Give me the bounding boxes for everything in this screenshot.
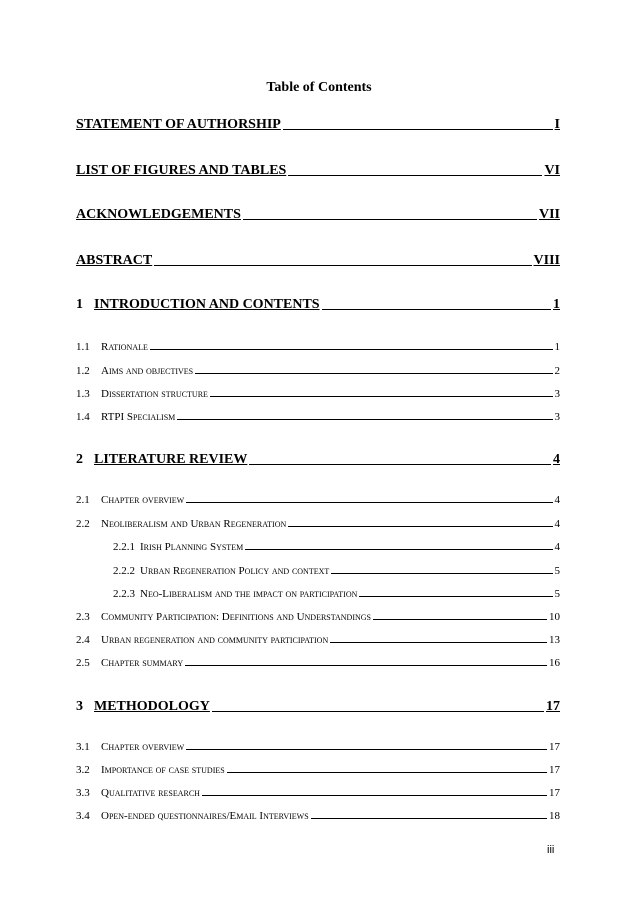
toc-entry[interactable] (76, 341, 560, 353)
toc-leader-line (202, 795, 547, 796)
toc-entry[interactable] (113, 565, 560, 577)
toc-entry-label (113, 541, 243, 553)
toc-entry[interactable] (76, 452, 560, 468)
toc-entry[interactable] (76, 657, 560, 669)
toc-entry-number: 3.4 (76, 810, 90, 822)
toc-entry-page: I (554, 117, 560, 132)
toc-entry-label (76, 634, 328, 646)
toc-entry-title: Open-ended questionnaires/Email Interviews (101, 810, 309, 822)
toc-entry-page: 1 (554, 341, 560, 353)
toc-entry[interactable] (76, 411, 560, 423)
toc-entry[interactable] (76, 494, 560, 506)
toc-entry[interactable] (76, 764, 560, 776)
toc-entry-number: 2.4 (76, 634, 90, 646)
toc-entry[interactable] (76, 207, 560, 223)
toc-leader-line (245, 549, 552, 550)
toc-entry-label (76, 163, 286, 179)
toc-entry-number: 3.1 (76, 741, 90, 753)
toc-entry-number: 2.5 (76, 657, 90, 669)
toc-leader-line (322, 309, 551, 310)
toc-entry-title: Aims and objectives (101, 365, 194, 377)
toc-entry-label (76, 741, 184, 753)
toc-entry-label (76, 611, 371, 623)
toc-leader-line (195, 373, 552, 374)
toc-entry-page: 5 (554, 565, 560, 577)
toc-entry-page: 17 (549, 741, 560, 753)
toc-leader-line (330, 642, 547, 643)
toc-entry[interactable] (113, 588, 560, 600)
toc-entry-title: METHODOLOGY (94, 699, 210, 714)
toc-entry-label (76, 810, 309, 822)
toc-entry[interactable] (76, 297, 560, 313)
toc-leader-line (359, 596, 552, 597)
toc-entry-page: 4 (554, 494, 560, 506)
toc-entry-number: 1.1 (76, 341, 90, 353)
toc-entry-title: RTPI Specialism (101, 411, 176, 423)
toc-entry-title: Chapter overview (101, 494, 185, 506)
toc-entry[interactable] (76, 810, 560, 822)
toc-entry-title: Neoliberalism and Urban Regeneration (101, 518, 287, 530)
toc-entry-label (76, 411, 175, 423)
toc-entry-title: LITERATURE REVIEW (94, 452, 248, 467)
toc-entry-number: 2 (76, 452, 83, 467)
toc-entry-number: 2.2.3 (113, 588, 135, 600)
toc-entry-page: 3 (554, 388, 560, 400)
toc-entry-number: 3.2 (76, 764, 90, 776)
toc-entry-title: Community Participation: Definitions and Understandings (101, 611, 371, 623)
toc-leader-line (243, 219, 537, 220)
toc-entry-page: 17 (549, 764, 560, 776)
toc-entry-label (76, 388, 208, 400)
toc-leader-line (288, 175, 542, 176)
toc-entry-number: 1.3 (76, 388, 90, 400)
toc-entry-title: Chapter overview (101, 741, 185, 753)
toc-entry-page: VIII (533, 253, 560, 268)
toc-entry[interactable] (76, 611, 560, 623)
toc-entry-number: 3.3 (76, 787, 90, 799)
toc-entry-title: Qualitative research (101, 787, 200, 799)
toc-entry-page: 17 (549, 787, 560, 799)
toc-entry[interactable] (76, 741, 560, 753)
toc-entry[interactable] (76, 634, 560, 646)
toc-entry-label (76, 657, 183, 669)
toc-entry-page: 17 (546, 699, 560, 714)
toc-entry-title: Rationale (101, 341, 148, 353)
toc-entry-title: ABSTRACT (76, 253, 153, 268)
toc-entry-title: LIST OF FIGURES AND TABLES (76, 163, 287, 178)
page-title: Table of Contents (266, 80, 372, 95)
toc-leader-line (373, 619, 547, 620)
toc-leader-line (210, 396, 553, 397)
toc-entry-page: 18 (549, 810, 560, 822)
toc-leader-line (154, 265, 531, 266)
toc-entry-page: 3 (554, 411, 560, 423)
toc-leader-line (249, 464, 551, 465)
toc-leader-line (331, 573, 552, 574)
toc-entry-title: INTRODUCTION AND CONTENTS (94, 297, 320, 312)
toc-entry-title: Importance of case studies (101, 764, 225, 776)
toc-entry-number: 1 (76, 297, 83, 312)
toc-entry-page: 16 (549, 657, 560, 669)
toc-leader-line (311, 818, 547, 819)
toc-entry-page: 4 (553, 452, 560, 467)
toc-entry-number: 2.3 (76, 611, 90, 623)
toc-entry-number: 1.4 (76, 411, 90, 423)
toc-leader-line (227, 772, 547, 773)
toc-entry[interactable] (113, 541, 560, 553)
toc-entry-title: ACKNOWLEDGEMENTS (76, 207, 241, 222)
toc-entry-label (76, 494, 184, 506)
toc-entry-label (76, 764, 225, 776)
toc-entry-page: 13 (549, 634, 560, 646)
toc-entry-label (76, 518, 286, 530)
toc-entry-page: VI (544, 163, 560, 178)
toc-leader-line (150, 349, 553, 350)
toc-entry-label (113, 565, 329, 577)
toc-entry-label (76, 452, 247, 468)
toc-entry-page: 10 (549, 611, 560, 623)
toc-entry-page: VII (538, 207, 560, 222)
toc-entry-title: Neo-Liberalism and the impact on participation (140, 588, 358, 600)
toc-entry[interactable] (76, 163, 560, 179)
toc-entry-number: 1.2 (76, 365, 90, 377)
toc-entry-label (76, 297, 320, 313)
toc-entry-number: 3 (76, 699, 83, 714)
toc-entry-title: Dissertation structure (101, 388, 208, 400)
toc-entry-label (113, 588, 357, 600)
toc-leader-line (186, 749, 547, 750)
toc-leader-line (288, 526, 552, 527)
toc-entry[interactable] (76, 253, 560, 269)
toc-entry-number: 2.1 (76, 494, 90, 506)
toc-entry-label (76, 207, 241, 223)
toc-entry-page: 2 (554, 365, 560, 377)
toc-entry-title: Irish Planning System (140, 541, 244, 553)
toc-leader-line (185, 665, 547, 666)
toc-leader-line (186, 502, 552, 503)
toc-entry[interactable] (76, 117, 560, 133)
toc-entry-label (76, 341, 148, 353)
toc-entry-label (76, 117, 281, 133)
toc-entry-label (76, 253, 152, 269)
toc-leader-line (212, 711, 544, 712)
toc-entry[interactable] (76, 388, 560, 400)
toc-entry-page: 4 (554, 518, 560, 530)
toc-entry-label (76, 365, 193, 377)
toc-entry-page: 4 (554, 541, 560, 553)
toc-entry[interactable] (76, 787, 560, 799)
toc-entry-label (76, 699, 210, 715)
toc-entry[interactable] (76, 365, 560, 377)
toc-leader-line (283, 129, 553, 130)
page-number: iii (547, 844, 555, 856)
toc-entry-number: 2.2.1 (113, 541, 135, 553)
toc-entry-page: 1 (553, 297, 560, 312)
toc-entry-title: Chapter summary (101, 657, 184, 669)
toc-entry-number: 2.2.2 (113, 565, 135, 577)
toc-entry[interactable] (76, 518, 560, 530)
toc-entry-title: Urban regeneration and community participation (101, 634, 329, 646)
toc-leader-line (177, 419, 552, 420)
toc-entry-number: 2.2 (76, 518, 90, 530)
toc-entry[interactable] (76, 699, 560, 715)
toc-entry-page: 5 (554, 588, 560, 600)
toc-entry-title: Urban Regeneration Policy and context (140, 565, 330, 577)
toc-entry-title: STATEMENT OF AUTHORSHIP (76, 117, 281, 132)
toc-entry-label (76, 787, 200, 799)
